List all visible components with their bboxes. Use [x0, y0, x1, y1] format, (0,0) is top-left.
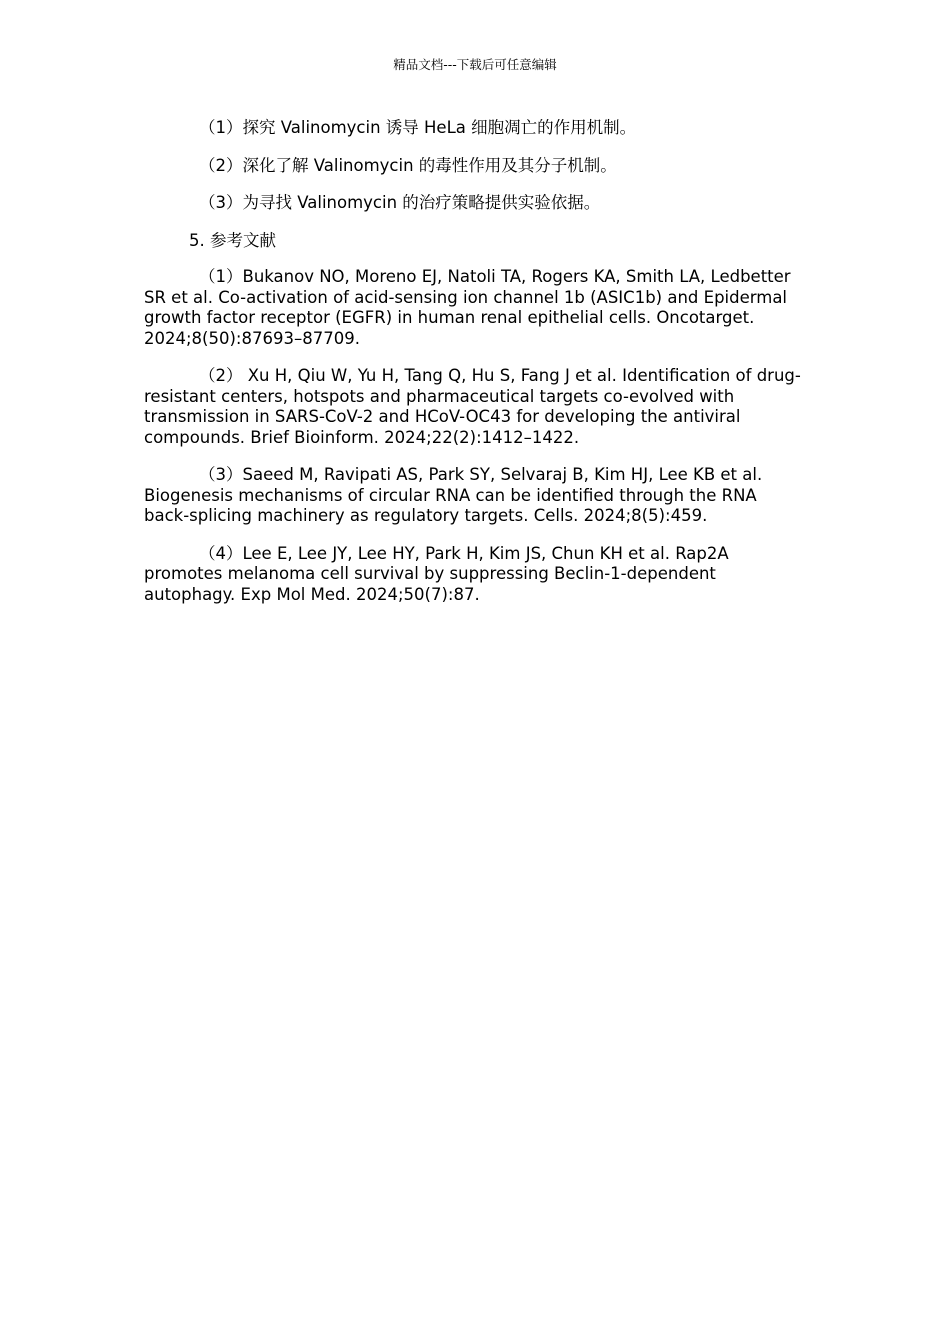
objective-item-2: （2）深化了解 Valinomycin 的毒性作用及其分子机制。: [199, 155, 617, 175]
reference-item-2: （2） Xu H, Qiu W, Yu H, Tang Q, Hu S, Fang J et al. Identification of drug-resistant centers, hotspots and pharmaceutical targets co-evolved with transmission in SARS-CoV-2 and HCoV-OC43 for developing the antiviral compounds. Brief Bioinform. 2024;22(2):1412–1422.: [144, 366, 801, 448]
reference-item-1: （1）Bukanov NO, Moreno EJ, Natoli TA, Rogers KA, Smith LA, Ledbetter SR et al. Co-activation of acid-sensing ion channel 1b (ASIC1b) and Epidermal growth factor receptor (EGFR) in human renal epithelial cells. Oncotarget. 2024;8(50):87693–87709.: [144, 267, 791, 349]
objective-item-3: （3）为寻找 Valinomycin 的治疗策略提供实验依据。: [199, 193, 601, 213]
document-body: [144, 117, 804, 622]
references-heading: 5. 参考文献: [189, 230, 276, 250]
reference-item-3: （3）Saeed M, Ravipati AS, Park SY, Selvaraj B, Kim HJ, Lee KB et al. Biogenesis mechanisms of circular RNA can be identified through the RNA back-splicing machinery as regulatory targets. Cells. 2024;8(5):459.: [144, 465, 763, 526]
reference-item-4: （4）Lee E, Lee JY, Lee HY, Park H, Kim JS, Chun KH et al. Rap2A promotes melanoma cell survival by suppressing Beclin-1-dependent autophagy. Exp Mol Med. 2024;50(7):87.: [144, 543, 729, 604]
objective-item-1: （1）探究 Valinomycin 诱导 HeLa 细胞凋亡的作用机制。: [199, 118, 637, 137]
page-header: 精品文档---下载后可任意编辑: [393, 57, 557, 72]
